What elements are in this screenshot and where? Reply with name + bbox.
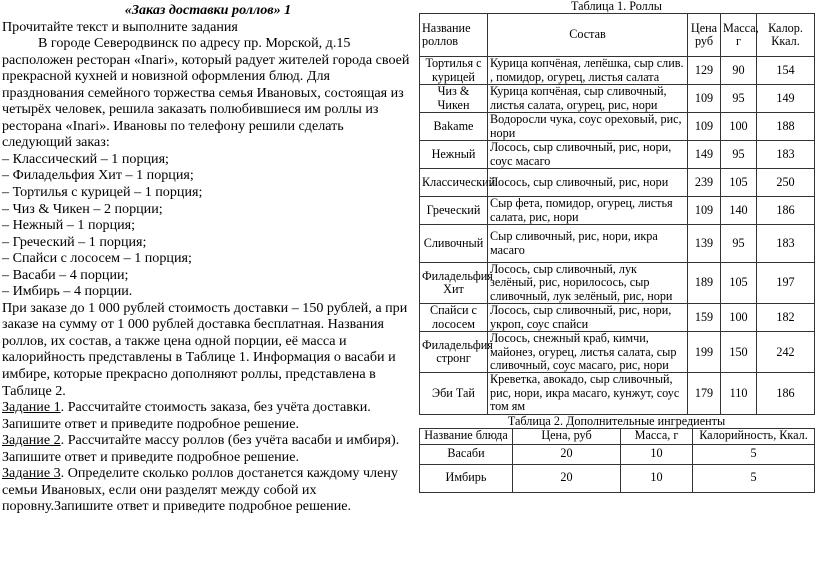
roll-composition: Курица копчёная, лепёшка, сыр слив. , помидор, огурец, листья салата [488,57,688,85]
header-price: Цена руб [688,14,721,57]
roll-composition: Водоросли чука, соус ореховый, рис, нори [488,113,688,141]
roll-row [420,304,815,332]
roll-row [420,332,815,373]
task-text-column [2,2,414,515]
order-item: – Нежный – 1 порция; [2,217,136,234]
order-item: – Васаби – 4 порции; [2,266,129,283]
roll-name: Нежный [420,141,488,169]
header-mass: Масса, г [721,14,757,57]
roll-price: 199 [688,332,721,373]
task-3-text: . Определите сколько роллов достанется каждому члену семьи Ивановых, если они разделят между собой их поровну.Запишите ответ и приведите подробное решение. [2,465,398,515]
header-dish: Название блюда [420,428,513,444]
header-composition: Состав [488,14,688,57]
extra-mass: 10 [621,444,693,464]
roll-price: 239 [688,169,721,197]
roll-mass: 110 [721,373,757,414]
task-2 [2,432,414,449]
table-2-caption: Таблица 2. Дополнительные ингредиенты [507,413,726,428]
task-2-label: Задание 2 [2,432,61,449]
header-name: Название роллов [420,14,488,57]
roll-price: 109 [688,85,721,113]
task-1-label: Задание 1 [2,399,61,416]
roll-price: 159 [688,304,721,332]
roll-row [420,169,815,197]
task-1-text: . Рассчитайте стоимость заказа, без учёта доставки. Запишите ответ и приведите подробное решение. [2,399,371,432]
header-mass: Масса, г [621,428,693,444]
delivery-paragraph: При заказе до 1 000 рублей стоимость доставки – 150 рублей, а при заказе на сумму от 1 000 рублей доставка бесплатная. Названия роллов, их состав, а также цена одной порции, её масса и калорийность представлены в Таблице 1. Информация о васаби и имбире, которые прекрасно дополняют роллы, представлена в Таблице 2. [2,299,408,399]
extra-name: Васаби [420,444,513,464]
roll-composition: Лосось, сыр сливочный, рис, нори, соус масаго [488,141,688,169]
roll-row [420,141,815,169]
roll-price: 179 [688,373,721,414]
roll-name: Греческий [420,197,488,225]
roll-row [420,57,815,85]
roll-composition: Сыр сливочный, рис, нори, икра масаго [488,225,688,263]
roll-price: 149 [688,141,721,169]
roll-kcal: 188 [757,113,815,141]
order-item: – Чиз & Чикен – 2 порции; [2,200,163,217]
roll-mass: 105 [721,263,757,304]
roll-composition: Лосось, сыр сливочный, рис, нори, укроп, соус спайси [488,304,688,332]
roll-kcal: 186 [757,197,815,225]
order-item: – Тортилья с курицей – 1 порция; [2,184,203,201]
extra-kcal: 5 [693,464,815,492]
order-item: – Спайси с лососем – 1 порция; [2,250,192,267]
order-item: – Греческий – 1 порция; [2,233,147,250]
story-paragraph: В городе Северодвинск по адресу пр. Морской, д.15 расположен ресторан «Inari», который радует жителей города своей прекрасной кухней и новизной оформления блюд. Для празднования семейного торжества семья Ивановых, состоящая из четырёх человек, решила заказать полюбившиеся им роллы из ресторана «Inari». Ивановы по телефону решили сделать следующий заказ: [2,35,410,151]
roll-name: Ваkame [420,113,488,141]
roll-row [420,263,815,304]
roll-name: Филадельфия стронг [420,332,488,373]
roll-price: 129 [688,57,721,85]
tables-column [419,0,814,493]
extra-row [420,444,815,464]
roll-composition: Креветка, авокадо, сыр сливочный, рис, нори, икра масаго, кунжут, соус том ям [488,373,688,414]
roll-row [420,85,815,113]
roll-price: 189 [688,263,721,304]
intro-line: Прочитайте текст и выполните задания [2,18,238,35]
roll-name: Классический [420,169,488,197]
extras-table-header [420,428,815,444]
roll-name: Сливочный [420,225,488,263]
extra-price: 20 [513,464,621,492]
roll-composition: Курица копчёная, сыр сливочный, листья салата, огурец, рис, нори [488,85,688,113]
roll-mass: 95 [721,225,757,263]
roll-composition: Сыр фета, помидор, огурец, листья салата, рис, нори [488,197,688,225]
roll-row [420,225,815,263]
roll-mass: 95 [721,141,757,169]
roll-kcal: 149 [757,85,815,113]
roll-mass: 100 [721,304,757,332]
extra-row [420,464,815,492]
roll-kcal: 250 [757,169,815,197]
roll-kcal: 242 [757,332,815,373]
order-item: – Имбирь – 4 порции. [2,283,133,300]
roll-name: Чиз & Чикен [420,85,488,113]
roll-row [420,113,815,141]
roll-mass: 150 [721,332,757,373]
rolls-table-header [420,14,815,57]
roll-kcal: 154 [757,57,815,85]
roll-mass: 90 [721,57,757,85]
roll-name: Тортилья с курицей [420,57,488,85]
task-title: «Заказ доставки роллов» 1 [124,2,292,18]
roll-mass: 100 [721,113,757,141]
roll-mass: 140 [721,197,757,225]
roll-mass: 105 [721,169,757,197]
task-3-label: Задание 3 [2,465,61,482]
extra-name: Имбирь [420,464,513,492]
roll-price: 139 [688,225,721,263]
roll-kcal: 183 [757,141,815,169]
roll-kcal: 186 [757,373,815,414]
roll-row [420,373,815,414]
order-item: – Классический – 1 порция; [2,150,169,167]
order-item: – Филадельфия Хит – 1 порция; [2,167,194,184]
roll-price: 109 [688,197,721,225]
roll-name: Эби Тай [420,373,488,414]
table-1-caption: Таблица 1. Роллы [571,0,662,13]
order-list [2,151,414,300]
task-2-extra: Запишите ответ и приведите подробное решение. [2,448,300,465]
task-2-text: . Рассчитайте массу роллов (без учёта васаби и имбиря). [60,432,400,449]
header-kcal: Калорийность, Ккал. [693,428,815,444]
roll-name: Филадельфия Хит [420,263,488,304]
roll-name: Спайси с лососем [420,304,488,332]
roll-mass: 95 [721,85,757,113]
task-3 [2,465,414,515]
roll-composition: Лосось, сыр сливочный, рис, нори [488,169,688,197]
extra-mass: 10 [621,464,693,492]
roll-composition: Лосось, сыр сливочный, лук зелёный, рис, норилосось, сыр сливочный, лук зелёный, рис, нори [488,263,688,304]
roll-composition: Лосось, снежный краб, кимчи, майонез, огурец, листья салата, сыр сливочный, соус масаго, рис, нори [488,332,688,373]
roll-kcal: 197 [757,263,815,304]
header-kcal: Калор. Ккал. [757,14,815,57]
rolls-table [419,13,815,415]
extra-price: 20 [513,444,621,464]
roll-kcal: 182 [757,304,815,332]
extra-kcal: 5 [693,444,815,464]
task-1 [2,399,414,432]
extras-table [419,428,815,493]
roll-kcal: 183 [757,225,815,263]
header-price: Цена, руб [513,428,621,444]
roll-row [420,197,815,225]
roll-price: 109 [688,113,721,141]
